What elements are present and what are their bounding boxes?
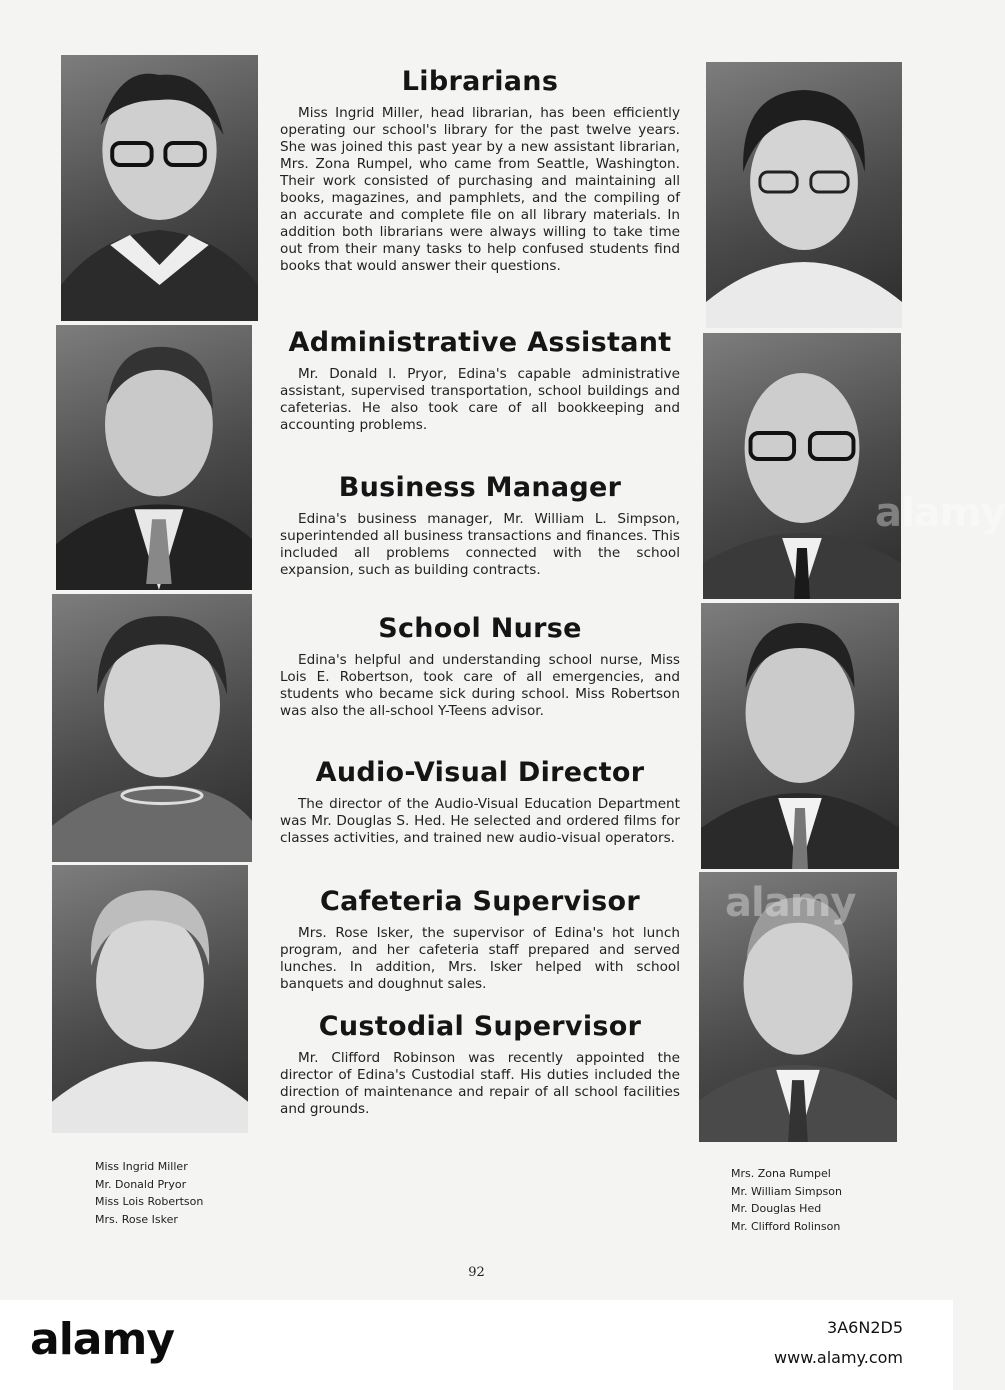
page-number: 92 (468, 1265, 485, 1280)
caption-name: Mrs. Rose Isker (95, 1212, 178, 1226)
captions-left (95, 1158, 203, 1228)
section-title: School Nurse (378, 613, 582, 644)
portrait-silhouette-icon (701, 603, 899, 869)
portrait-silhouette-icon (52, 594, 252, 862)
portrait-silhouette-icon (56, 325, 252, 590)
section-custodial-supervisor (280, 1011, 680, 1118)
portrait-zona-rumpel (706, 62, 902, 328)
section-body: Miss Ingrid Miller, head librarian, has been efficiently operating our school's library for the past twelve years. She was joined this past year by a new assistant librarian, Mrs. Zona Rumpel, who came from Seattle, Washington. Their work consisted of purchasing and maintaining all books, magazines, and pamphlets, and the compiling of an accurate and complete file on all library materials. In addition both librarians were always willing to take time out from their many tasks to help confused students find books that would answer their questions. (280, 105, 680, 274)
caption-name: Mr. Clifford Rolinson (731, 1219, 841, 1233)
section-body: Mrs. Rose Isker, the supervisor of Edina's hot lunch program, and her cafeteria staff prepared and served lunches. In addition, Mrs. Isker helped with school banquets and doughnut sales. (280, 925, 680, 992)
section-audio-visual-director (280, 757, 680, 847)
watermark: alamy (725, 880, 856, 926)
section-school-nurse (280, 613, 680, 720)
section-administrative-assistant (280, 327, 680, 434)
portrait-silhouette-icon (52, 865, 248, 1133)
section-librarians (280, 66, 680, 275)
caption-name: Mr. Donald Pryor (95, 1177, 187, 1191)
captions-right (731, 1165, 842, 1235)
section-title: Audio-Visual Director (315, 757, 645, 788)
section-title: Cafeteria Supervisor (320, 886, 640, 917)
portrait-ingrid-miller (61, 55, 258, 321)
section-body: Edina's helpful and understanding school nurse, Miss Lois E. Robertson, took care of all emergencies, and students who became sick during school. Miss Robertson was also the all-school Y-Teens advisor. (280, 652, 680, 719)
image-id: 3A6N2D5 (827, 1318, 903, 1337)
portrait-silhouette-icon (703, 333, 901, 599)
section-title: Librarians (401, 66, 559, 97)
brand-logo: alamy (30, 1314, 174, 1365)
caption-name: Mr. William Simpson (731, 1184, 842, 1198)
caption-name: Miss Ingrid Miller (95, 1160, 188, 1173)
section-body: Mr. Clifford Robinson was recently appointed the director of Edina's Custodial staff. His duties included the direction of maintenance and repair of all school facilities and grounds. (280, 1050, 680, 1117)
section-body: Mr. Donald I. Pryor, Edina's capable administrative assistant, supervised transportation, school buildings and cafeterias. He also took care of all bookkeeping and accounting problems. (280, 366, 680, 433)
portrait-donald-pryor (56, 325, 252, 590)
footer-banner (0, 1300, 953, 1390)
portrait-silhouette-icon (61, 55, 258, 321)
section-cafeteria-supervisor (280, 886, 680, 993)
portrait-william-simpson (703, 333, 901, 599)
caption-name: Mrs. Zona Rumpel (731, 1167, 831, 1180)
caption-name: Mr. Douglas Hed (731, 1202, 822, 1215)
portrait-lois-robertson (52, 594, 252, 862)
watermark: alamy (875, 490, 1005, 536)
section-title: Administrative Assistant (288, 327, 672, 358)
section-business-manager (280, 472, 680, 579)
section-body: The director of the Audio-Visual Education Department was Mr. Douglas S. Hed. He selected and ordered films for classes activities, and trained new audio-visual operators. (280, 796, 680, 846)
section-title: Custodial Supervisor (318, 1011, 642, 1042)
portrait-silhouette-icon (706, 62, 902, 328)
section-title: Business Manager (338, 472, 622, 503)
site-url: www.alamy.com (774, 1348, 903, 1367)
caption-name: Miss Lois Robertson (95, 1195, 204, 1208)
portrait-rose-isker (52, 865, 248, 1133)
section-body: Edina's business manager, Mr. William L. Simpson, superintended all business transactions and finances. This included all problems connected with the school expansion, such as building contracts. (280, 511, 680, 578)
portrait-douglas-hed (701, 603, 899, 869)
